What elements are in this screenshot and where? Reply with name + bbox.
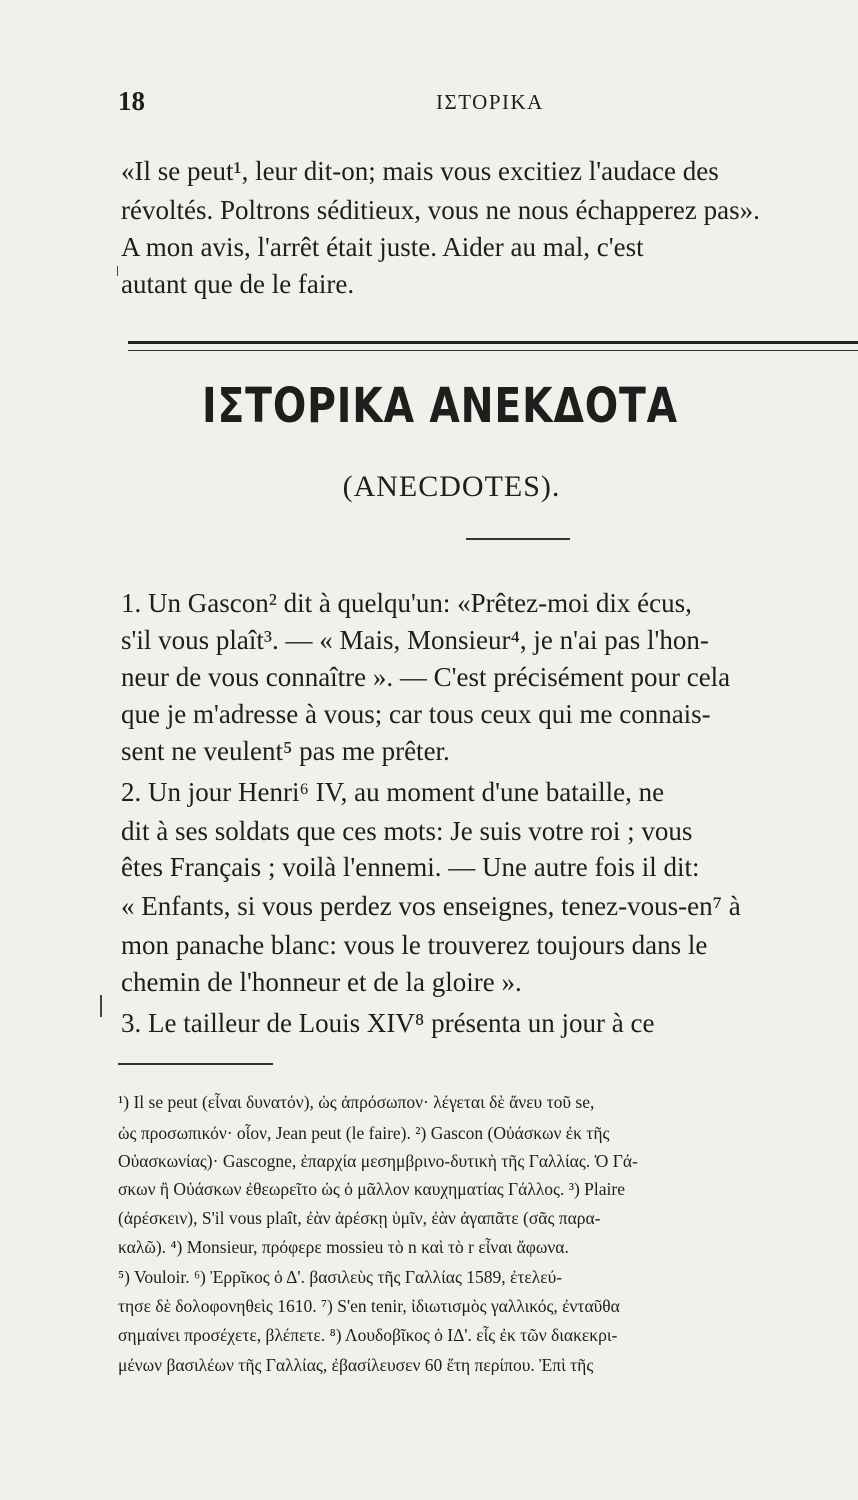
footnote-rule [118, 1063, 273, 1065]
footnote-line: ⁵) Vouloir. ⁶) Ἐρρῖκος ὁ Δ'. βασιλεὺς τῆς Γαλλίας 1589, ἐτελεύ- [118, 1267, 563, 1287]
footnote-line: τησε δὲ δολοφονηθεὶς 1610. ⁷) S'en tenir, ἰδιωτισμὸς γαλλικός, ἐνταῦθα [118, 1296, 620, 1316]
text-line: « Enfants, si vous perdez vos enseignes, tenez-vous-en⁷ à [121, 891, 741, 921]
text-line: A mon avis, l'arrêt était juste. Aider au mal, c'est [121, 232, 644, 262]
text-line: 2. Un jour Henri⁶ IV, au moment d'une bataille, ne [121, 777, 665, 807]
section-title: ΙΣΤΟΡΙΚΑ ΑΝΕΚΔΟΤΑ [202, 378, 678, 434]
footnote-line: (ἀρέσκειν), S'il vous plaît, ἐὰν ἀρέσκῃ ὑμῖν, ἐὰν ἀγαπᾶτε (σᾶς παρα- [118, 1208, 601, 1228]
running-head: ΙΣΤΟΡΙΚΑ [436, 90, 544, 114]
margin-mark [117, 266, 118, 276]
text-line: autant que de le faire. [121, 269, 355, 299]
footnote-line: ὡς προσωπικόν· οἷον, Jean peut (le faire). ²) Gascon (Οὐάσκων ἐκ τῆς [118, 1123, 610, 1143]
footnote-line: μένων βασιλέων τῆς Γαλλίας, ἐβασίλευσεν 60 ἔτη περίπου. Ἐπὶ τῆς [118, 1355, 594, 1375]
footnote-line: σκων ἢ Οὐάσκων ἐθεωρεῖτο ὡς ὁ μᾶλλον καυχηματίας Γάλλος. ³) Plaire [118, 1179, 625, 1199]
text-line: révoltés. Poltrons séditieux, vous ne nous échapperez pas». [121, 195, 760, 225]
footnote-line: Οὐασκωνίας)· Gascogne, ἐπαρχία μεσημβρινο-δυτικὴ τῆς Γαλλίας. Ὁ Γά- [118, 1151, 638, 1171]
margin-mark [100, 995, 102, 1017]
section-subtitle: (ANECDOTES). [342, 470, 561, 503]
page-header [118, 86, 838, 116]
text-line: 3. Le tailleur de Louis XIV⁸ présenta un jour à ce [121, 1008, 655, 1038]
text-line: mon panache blanc: vous le trouverez toujours dans le [121, 930, 708, 960]
text-line: sent ne veulent⁵ pas me prêter. [121, 736, 450, 766]
footnote-line: ¹) Il se peut (εἶναι δυνατόν), ὡς ἀπρόσωπον· λέγεται δὲ ἄνευ τοῦ se, [118, 1092, 595, 1112]
title-rule [466, 538, 570, 540]
page-number: 18 [118, 86, 145, 116]
text-line: neur de vous connaître ». — C'est précisément pour cela [121, 662, 731, 692]
text-line: dit à ses soldats que ces mots: Je suis votre roi ; vous [121, 816, 693, 846]
text-line: que je m'adresse à vous; car tous ceux qui me connais- [121, 699, 711, 729]
text-line: chemin de l'honneur et de la gloire ». [121, 967, 522, 997]
text-line: «Il se peut¹, leur dit-on; mais vous excitiez l'audace des [121, 156, 719, 186]
text-line: êtes Français ; voilà l'ennemi. — Une autre fois il dit: [121, 852, 700, 882]
text-line: 1. Un Gascon² dit à quelqu'un: «Prêtez-moi dix écus, [121, 588, 692, 618]
text-line: s'il vous plaît³. — « Mais, Monsieur⁴, je n'ai pas l'hon- [121, 625, 709, 655]
footnote-line: σημαίνει προσέχετε, βλέπετε. ⁸) Λουδοβῖκος ὁ ΙΔ'. εἷς ἐκ τῶν διακεκρι- [118, 1325, 618, 1345]
section-divider [128, 341, 858, 351]
footnote-line: καλῶ). ⁴) Monsieur, πρόφερε mossieu τὸ n καὶ τὸ r εἶναι ἄφωνα. [118, 1237, 569, 1257]
